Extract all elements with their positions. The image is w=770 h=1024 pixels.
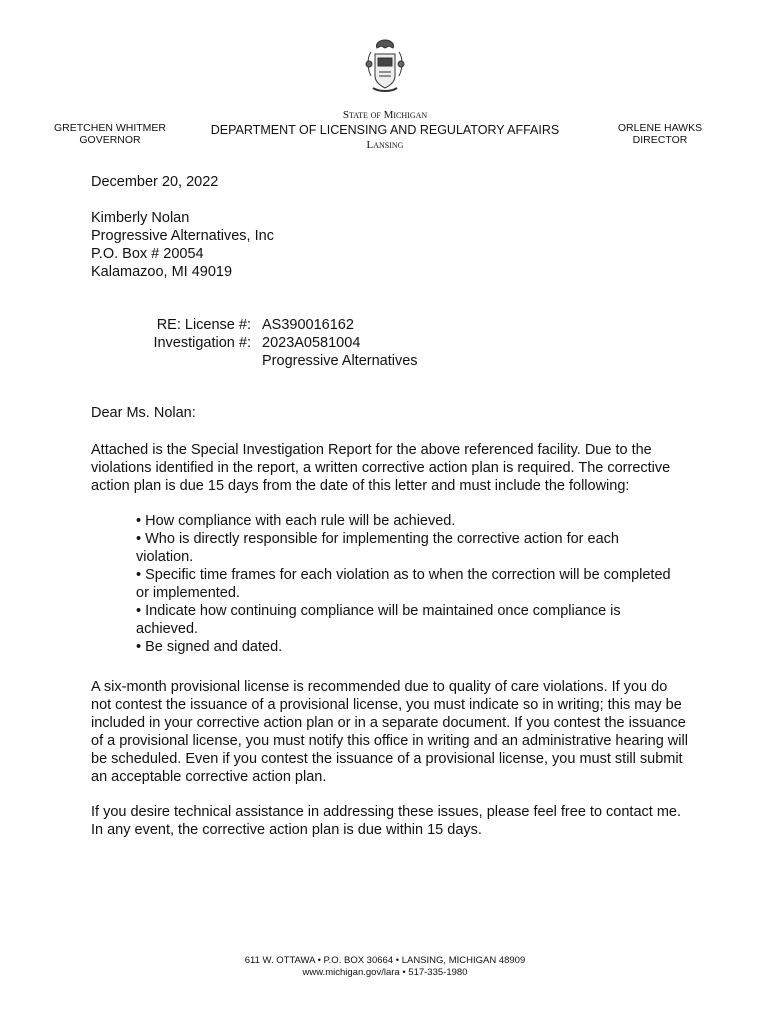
footer-contact: www.michigan.gov/lara • 517-335-1980 bbox=[302, 967, 468, 978]
reference-block bbox=[91, 316, 418, 370]
license-label: RE: License #: bbox=[156, 317, 251, 333]
list-item: • Specific time frames for each violation as to when the correction will be completed or implemented. bbox=[136, 567, 671, 601]
requirements-list bbox=[136, 512, 676, 656]
paragraph-provisional-license bbox=[91, 678, 691, 786]
list-item: • Be signed and dated. bbox=[136, 639, 283, 655]
department-name: DEPARTMENT OF LICENSING AND REGULATORY AFFAIRS bbox=[210, 123, 560, 137]
facility-name: Progressive Alternatives bbox=[262, 353, 418, 369]
recipient-address bbox=[91, 209, 691, 281]
license-number: AS390016162 bbox=[262, 317, 354, 333]
letter-date: December 20, 2022 bbox=[91, 174, 219, 190]
footer bbox=[0, 955, 770, 979]
governor-block bbox=[50, 122, 170, 146]
governor-name: GRETCHEN WHITMER bbox=[54, 122, 166, 134]
recipient-po-box: P.O. Box # 20054 bbox=[91, 246, 204, 262]
governor-title: GOVERNOR bbox=[79, 134, 141, 146]
salutation: Dear Ms. Nolan: bbox=[91, 405, 196, 421]
recipient-city: Kalamazoo, MI 49019 bbox=[91, 264, 233, 280]
michigan-state-seal-icon bbox=[361, 36, 409, 96]
paragraph-requirements bbox=[91, 441, 691, 495]
director-name: ORLENE HAWKS bbox=[617, 122, 703, 134]
letterhead bbox=[180, 108, 590, 152]
investigation-number: 2023A0581004 bbox=[262, 335, 361, 351]
director-title: DIRECTOR bbox=[632, 134, 688, 146]
paragraph-text: If you desire technical assistance in addressing these issues, please feel free to contact me. In any event, the corrective action plan is due within 15 days. bbox=[91, 804, 681, 838]
investigation-label: Investigation #: bbox=[153, 335, 251, 351]
director-block bbox=[600, 122, 720, 146]
city-name: Lansing bbox=[366, 139, 404, 151]
footer-address: 611 W. OTTAWA • P.O. BOX 30664 • LANSING, MICHIGAN 48909 bbox=[244, 955, 526, 966]
recipient-name: Kimberly Nolan bbox=[91, 210, 190, 226]
paragraph-text: A six-month provisional license is recommended due to quality of care violations. If you do not contest the issuance of a provisional license, you must indicate so in writing; this may be included in your corrective action plan or in a separate document. If you contest the issuance of a provisional license, you must notify this office in writing and an administrative hearing will be scheduled. Even if you contest the issuance of a provisional license, you must still submit an acceptable corrective action plan. bbox=[91, 679, 688, 785]
paragraph-text: Attached is the Special Investigation Report for the above referenced facility. Due to the violations identified in the report, a written corrective action plan is required. The corrective action plan is due 15 days from the date of this letter and must include the following: bbox=[91, 442, 671, 494]
list-item: • How compliance with each rule will be achieved. bbox=[136, 513, 456, 529]
list-item: • Who is directly responsible for implementing the corrective action for each violation. bbox=[136, 531, 619, 565]
state-name: State of Michigan bbox=[342, 109, 428, 121]
paragraph-assistance bbox=[91, 803, 691, 839]
recipient-organization: Progressive Alternatives, Inc bbox=[91, 228, 274, 244]
list-item: • Indicate how continuing compliance will be maintained once compliance is achieved. bbox=[136, 603, 621, 637]
